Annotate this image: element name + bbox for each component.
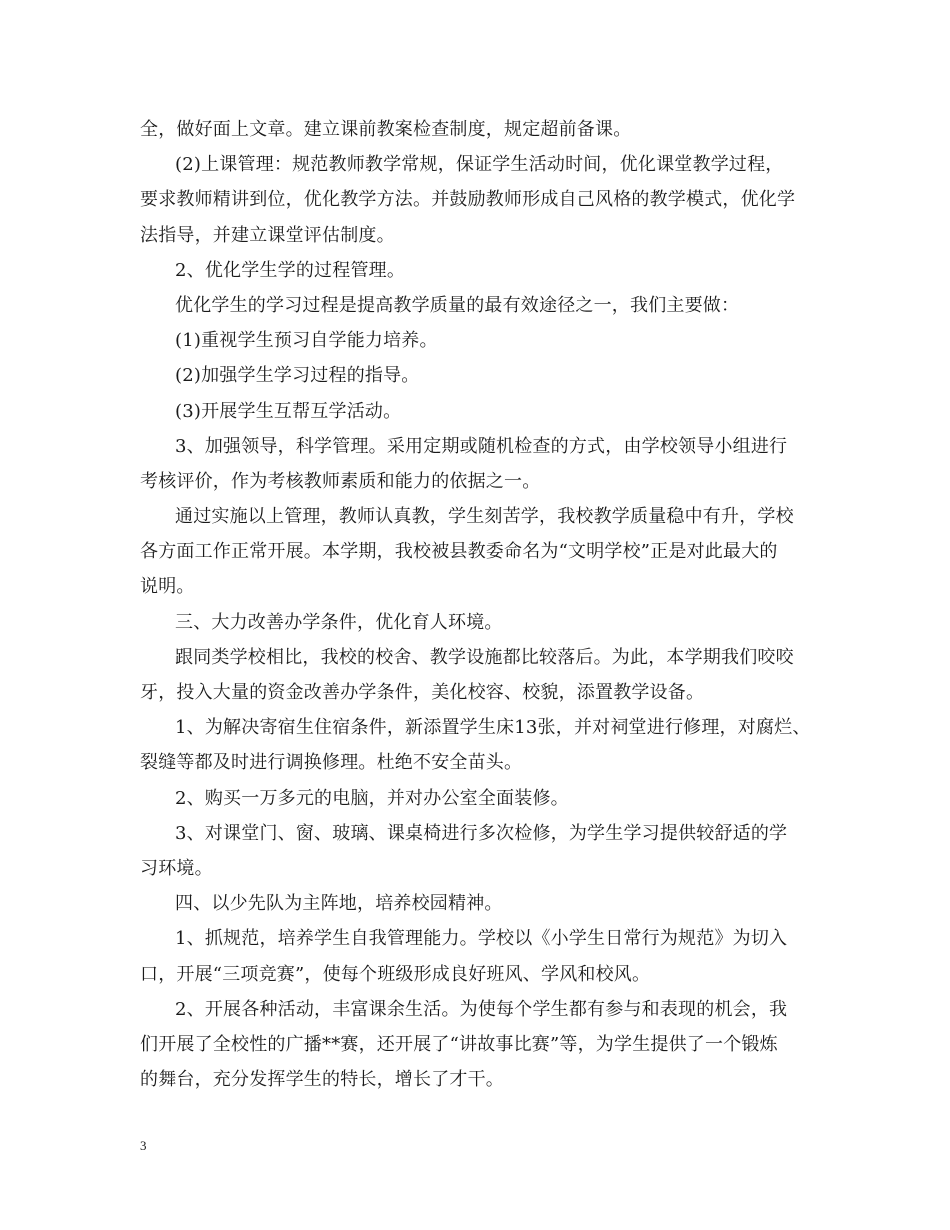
document-body [140,112,820,1097]
text-line: (1)重视学生预习自学能力培养。 [175,330,438,352]
text-line: 要求教师精讲到位，优化教学方法。并鼓励教师形成自己风格的教学模式，优化学 [140,189,796,211]
text-line: 法指导，并建立课堂评估制度。 [140,224,395,246]
text-line: 1、为解决寄宿生住宿条件，新添置学生床13张，并对祠堂进行修理，对腐烂、 [175,717,811,739]
text-line: 们开展了全校性的广播**赛，还开展了“讲故事比赛”等，为学生提供了一个锻炼 [140,1033,778,1055]
text-line: 的舞台，充分发挥学生的特长，增长了才干。 [140,1069,504,1091]
text-line: 各方面工作正常开展。本学期，我校被县教委命名为“文明学校”正是对此最大的 [140,541,778,563]
text-line: 习环境。 [140,857,213,879]
text-line: 优化学生的学习过程是提高教学质量的最有效途径之一，我们主要做： [175,294,740,316]
text-line: 四、以少先队为主阵地，培养校园精神。 [175,893,503,915]
text-line: 3、加强领导，科学管理。采用定期或随机检查的方式，由学校领导小组进行 [175,435,788,457]
text-line: 2、优化学生学的过程管理。 [175,259,406,281]
text-line: 2、开展各种活动，丰富课余生活。为使每个学生都有参与和表现的机会，我 [175,998,788,1020]
text-line: (3)开展学生互帮互学活动。 [175,400,402,422]
text-line: 口，开展“三项竞赛”，使每个班级形成良好班风、学风和校风。 [140,963,651,985]
text-line: 2、购买一万多元的电脑，并对办公室全面装修。 [175,787,569,809]
text-line: 跟同类学校相比，我校的校舍、教学设施都比较落后。为此，本学期我们咬咬 [175,646,794,668]
text-line: 通过实施以上管理，教师认真教，学生刻苦学，我校教学质量稳中有升，学校 [175,506,794,528]
text-line: (2)加强学生学习过程的指导。 [175,365,420,387]
page-number: 3 [140,1138,147,1153]
text-line: (2)上课管理：规范教师教学常规，保证学生活动时间，优化课堂教学过程， [175,154,784,176]
text-line: 全，做好面上文章。建立课前教案检查制度，规定超前备课。 [140,119,632,140]
text-line: 3、对课堂门、窗、玻璃、课桌椅进行多次检修，为学生学习提供较舒适的学 [175,822,788,844]
text-line: 说明。 [140,576,195,598]
text-line: 牙，投入大量的资金改善办学条件，美化校容、校貌，添置教学设备。 [140,682,705,703]
text-line: 三、大力改善办学条件，优化育人环境。 [175,611,503,633]
text-line: 1、抓规范，培养学生自我管理能力。学校以《小学生日常行为规范》为切入 [175,928,788,950]
text-line: 裂缝等都及时进行调换修理。杜绝不安全苗头。 [140,752,523,774]
text-line: 考核评价，作为考核教师素质和能力的依据之一。 [140,470,541,492]
